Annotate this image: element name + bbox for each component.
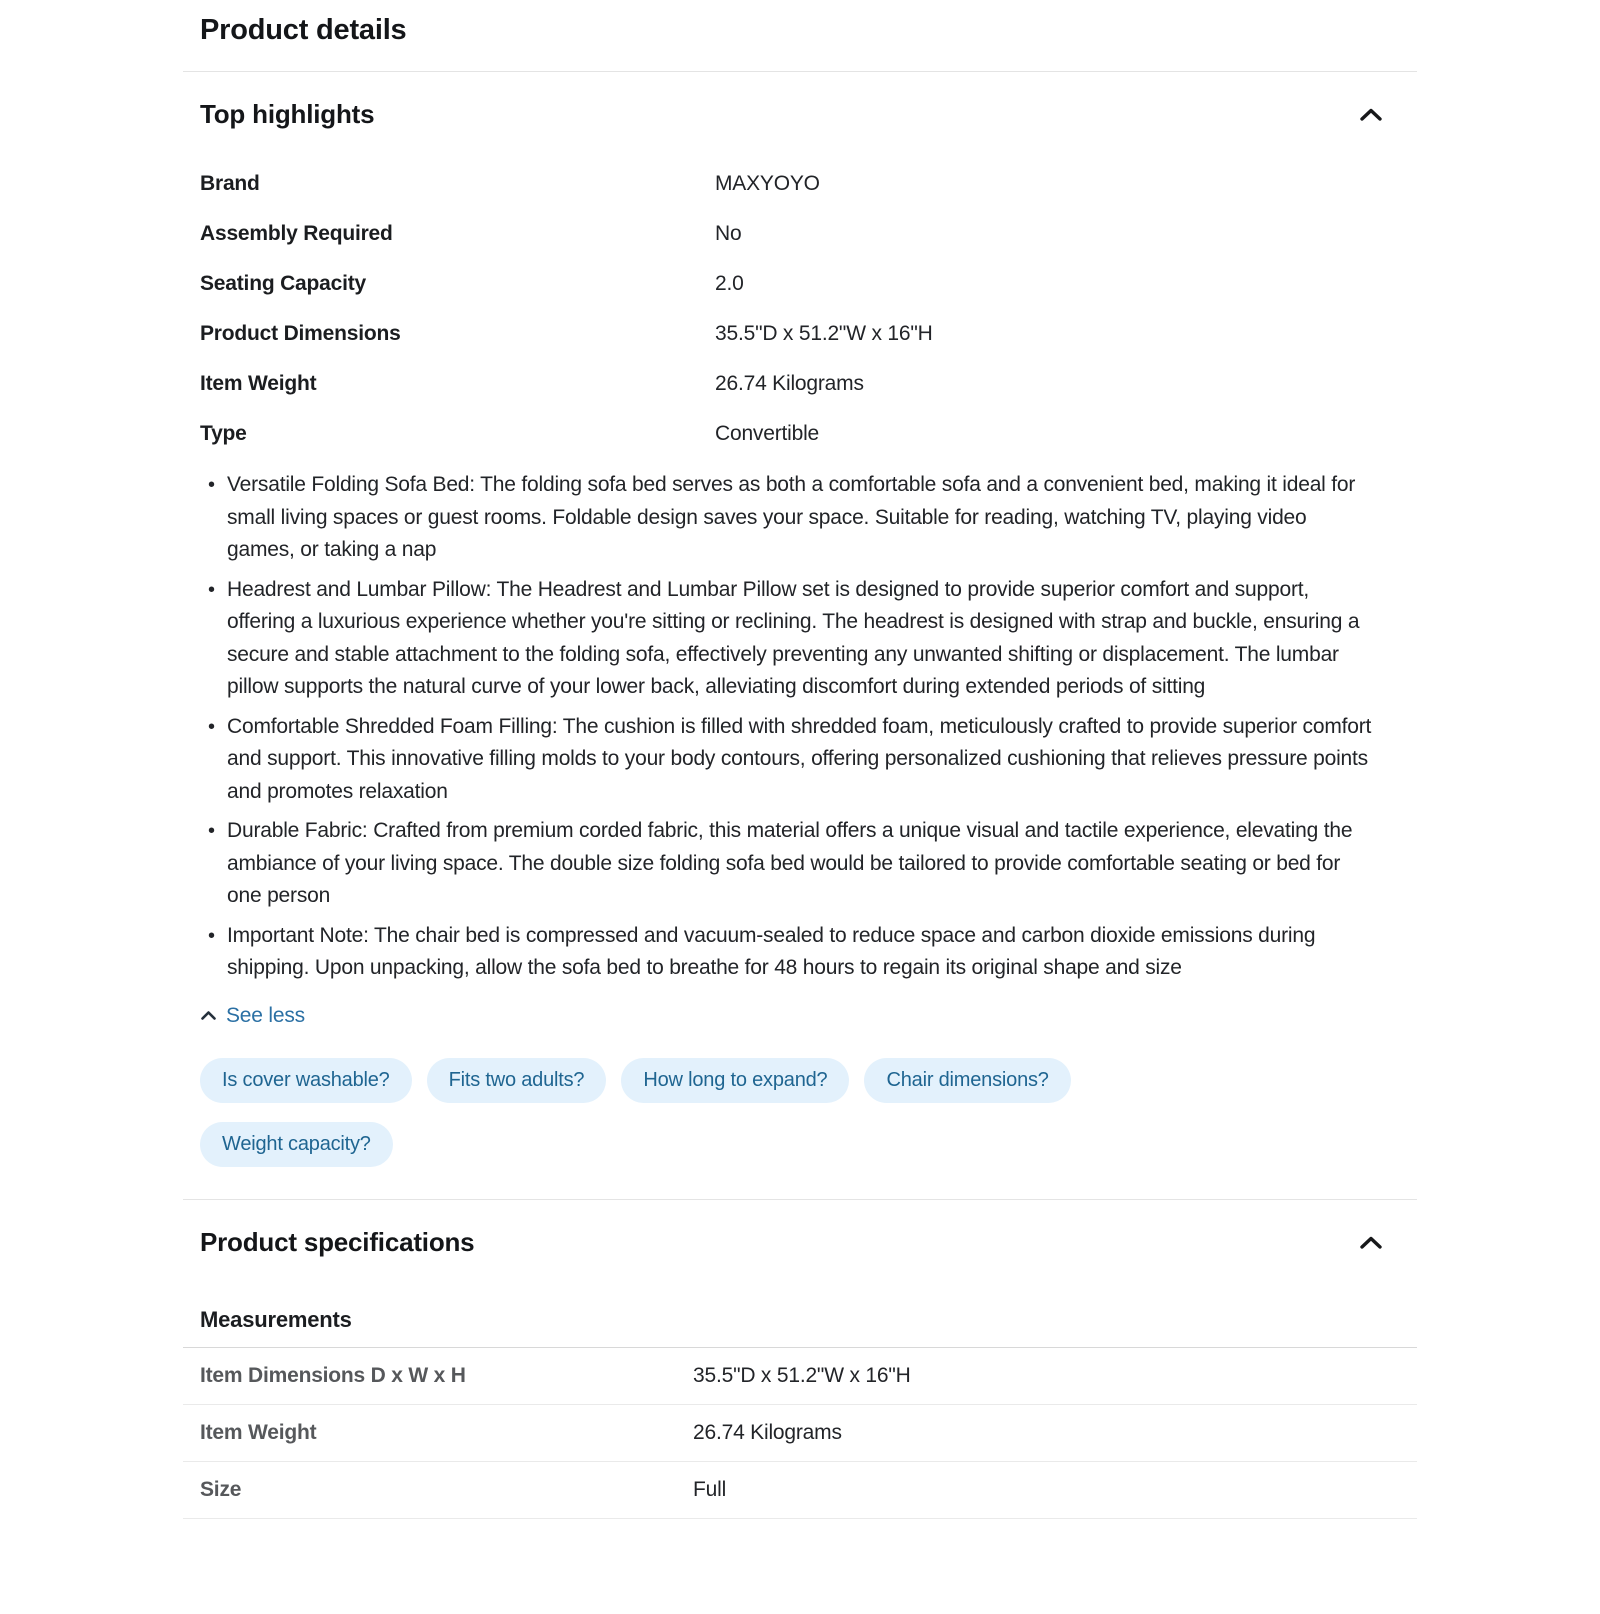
highlight-value: 2.0 xyxy=(715,272,744,295)
product-specifications-section xyxy=(0,1226,1600,1519)
highlight-row xyxy=(200,209,1600,259)
highlight-label: Seating Capacity xyxy=(200,272,367,295)
see-less-label: See less xyxy=(226,1003,305,1027)
collapse-product-specifications-button[interactable] xyxy=(1359,1235,1383,1250)
see-less-link[interactable] xyxy=(200,1004,305,1028)
question-chip[interactable]: Weight capacity? xyxy=(200,1122,393,1167)
spec-row xyxy=(183,1462,1417,1519)
chevron-up-icon xyxy=(1359,1235,1383,1250)
chevron-up-icon xyxy=(1359,107,1383,122)
highlight-value: 26.74 Kilograms xyxy=(715,372,864,395)
product-specifications-title: Product specifications xyxy=(200,1226,475,1257)
feature-bullet: • Durable Fabric: Crafted from premium corded fabric, this material offers a unique visual and tactile experience, elevating the ambiance of your living space. The double size folding sofa bed would be tailored to provide comfortable seating or bed for one person xyxy=(200,815,1372,913)
highlights-table xyxy=(200,159,1600,459)
product-details-page xyxy=(0,14,1600,1614)
spec-label: Size xyxy=(200,1477,242,1501)
question-chip[interactable]: Fits two adults? xyxy=(427,1058,607,1103)
question-chip[interactable]: How long to expand? xyxy=(621,1058,849,1103)
top-highlights-section xyxy=(0,98,1600,1167)
highlight-row xyxy=(200,309,1600,359)
spec-label: Item Dimensions D x W x H xyxy=(200,1363,466,1387)
highlight-label: Brand xyxy=(200,172,260,195)
spec-row xyxy=(183,1348,1417,1405)
question-chip[interactable]: Is cover washable? xyxy=(200,1058,412,1103)
highlight-row xyxy=(200,409,1600,459)
highlight-label: Type xyxy=(200,422,247,445)
product-specifications-header xyxy=(200,1226,1383,1259)
feature-bullet: • Important Note: The chair bed is compressed and vacuum-sealed to reduce space and carbon dioxide emissions during shipping. Upon unpacking, allow the sofa bed to breathe for 48 hours to regain its original shape and size xyxy=(200,920,1372,985)
spec-value: 26.74 Kilograms xyxy=(693,1420,842,1444)
divider xyxy=(183,71,1417,72)
question-chips xyxy=(200,1058,1120,1167)
measurements-block xyxy=(183,1307,1417,1519)
highlight-value: MAXYOYO xyxy=(715,172,820,195)
highlight-value: Convertible xyxy=(715,422,820,445)
spec-label: Item Weight xyxy=(200,1420,317,1444)
highlight-label: Item Weight xyxy=(200,372,317,395)
collapse-top-highlights-button[interactable] xyxy=(1359,107,1383,122)
highlight-row xyxy=(200,359,1600,409)
highlight-row xyxy=(200,259,1600,309)
spec-row xyxy=(183,1405,1417,1462)
highlight-value: 35.5"D x 51.2"W x 16"H xyxy=(715,322,933,345)
feature-bullet: • Headrest and Lumbar Pillow: The Headrest and Lumbar Pillow set is designed to provide superior comfort and support, offering a luxurious experience whether you're sitting or reclining. The headrest is designed with strap and buckle, ensuring a secure and stable attachment to the folding sofa, effectively preventing any unwanted shifting or displacement. The lumbar pillow supports the natural curve of your lower back, alleviating discomfort during extended periods of sitting xyxy=(200,574,1372,704)
page-title: Product details xyxy=(200,14,407,46)
measurements-heading: Measurements xyxy=(183,1307,1417,1348)
highlight-row xyxy=(200,159,1600,209)
feature-bullet: • Versatile Folding Sofa Bed: The folding sofa bed serves as both a comfortable sofa and a convenient bed, making it ideal for small living spaces or guest rooms. Foldable design saves your space. Suitable for reading, watching TV, playing video games, or taking a nap xyxy=(200,469,1372,567)
highlight-label: Product Dimensions xyxy=(200,322,401,345)
spec-value: Full xyxy=(693,1477,727,1501)
highlight-label: Assembly Required xyxy=(200,222,393,245)
top-highlights-header xyxy=(200,98,1383,131)
divider xyxy=(183,1199,1417,1200)
feature-bullet-list xyxy=(200,469,1372,985)
top-highlights-title: Top highlights xyxy=(200,99,375,129)
question-chip[interactable]: Chair dimensions? xyxy=(864,1058,1070,1103)
chevron-up-icon xyxy=(200,1010,217,1021)
highlight-value: No xyxy=(715,222,742,245)
spec-value: 35.5"D x 51.2"W x 16"H xyxy=(693,1363,911,1387)
feature-bullet: • Comfortable Shredded Foam Filling: The cushion is filled with shredded foam, meticulously crafted to provide superior comfort and support. This innovative filling molds to your body contours, offering personalized cushioning that relieves pressure points and promotes relaxation xyxy=(200,711,1372,809)
